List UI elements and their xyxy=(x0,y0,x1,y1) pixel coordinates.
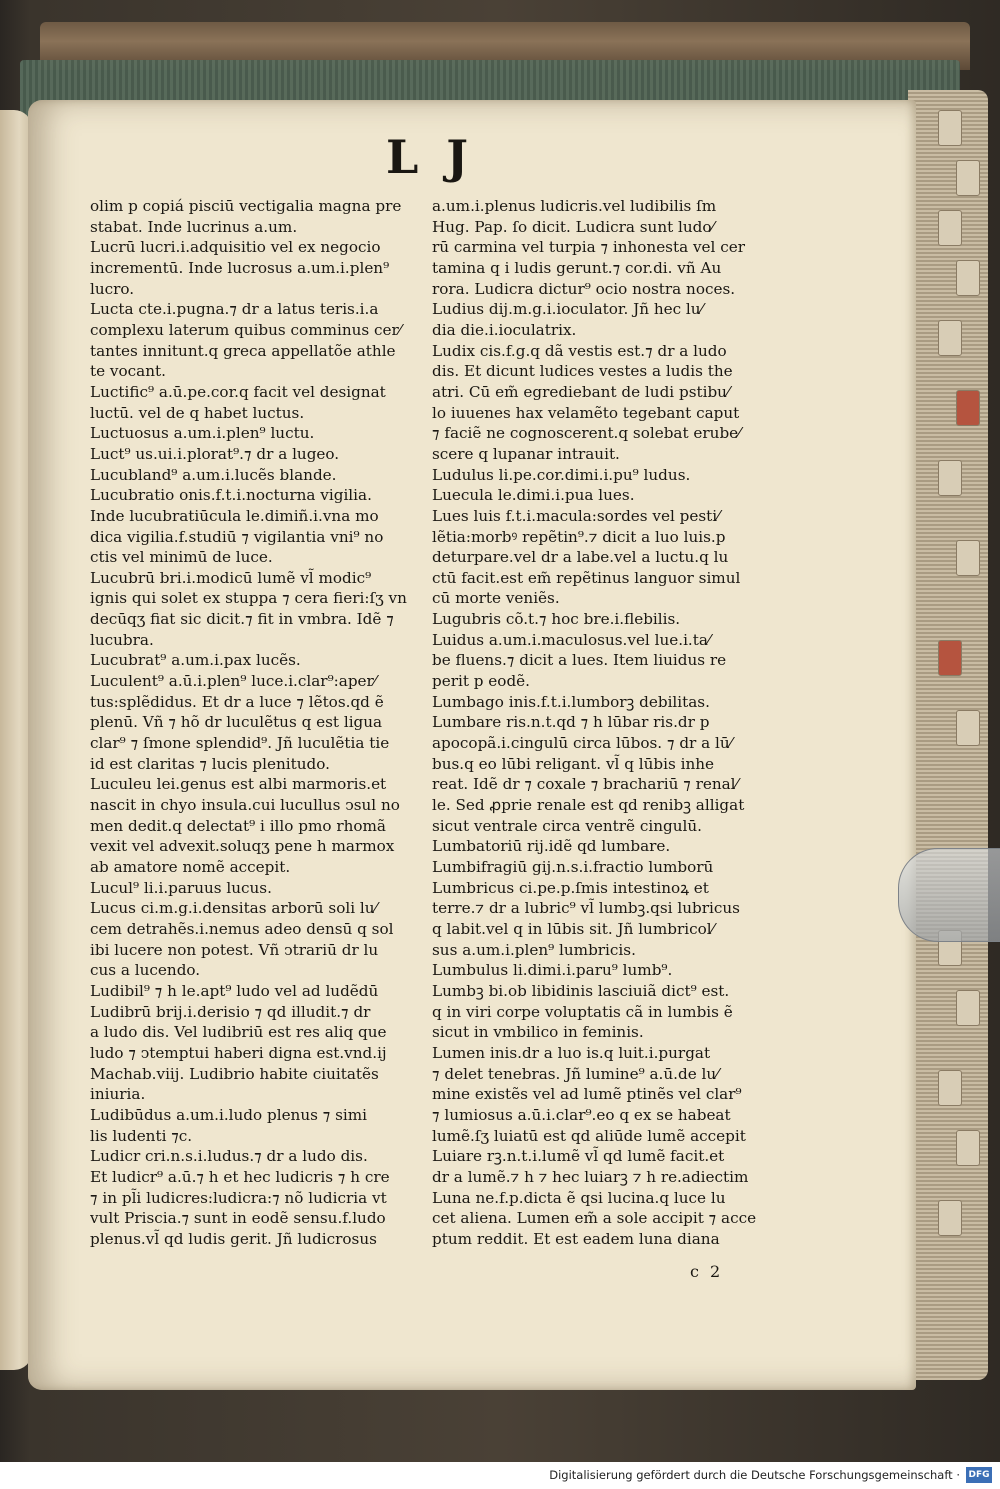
text-line: tantes innitunt.q greca appellatõe athle xyxy=(90,341,396,360)
text-line: q labit.vel q in lūbis sit. Jñ lumbricol⁄ xyxy=(432,919,715,938)
text-line: iniuria. xyxy=(90,1085,146,1104)
text-line: Et ludicr⁹ a.ū.⁊ h et hec ludicris ⁊ h cre xyxy=(90,1167,390,1186)
text-line: Luecula le.dimi.i.pua lues. xyxy=(432,486,635,505)
text-line: sicut in vmbilico in feminis. xyxy=(432,1023,644,1042)
text-line: Luna ne.f.p.dicta ẽ qsi lucina.q luce lu xyxy=(432,1188,726,1207)
text-line: Ludulus li.pe.cor.dimi.i.pu⁹ ludus. xyxy=(432,465,691,484)
text-line: Luculeu lei.genus est albi marmoris.et xyxy=(90,775,387,794)
text-line: tus:splẽdidus. Et dr a luce ⁊ lẽtos.qd ẽ xyxy=(90,692,384,711)
footer-bar xyxy=(0,1462,1000,1489)
thumb-tab xyxy=(956,390,980,426)
text-line: Luct⁹ us.ui.i.plorat⁹.⁊ dr a lugeo. xyxy=(90,444,340,463)
text-line: Lucus ci.m.g.i.densitas arborū soli lu⁄ xyxy=(90,899,378,918)
thumb-tab xyxy=(938,1070,962,1106)
text-line: te vocant. xyxy=(90,362,166,381)
text-line: cū morte veniẽs. xyxy=(432,589,560,608)
fore-edge xyxy=(908,90,988,1380)
thumb-tab xyxy=(938,320,962,356)
right-text-column xyxy=(432,196,764,1249)
text-line: Ludix cis.f.g.q dã vestis est.⁊ dr a ludo xyxy=(432,341,727,360)
thumb-tab xyxy=(938,210,962,246)
text-line: le. Sed ꝓprie renale est qd renibꝫ alligat xyxy=(432,796,745,815)
text-line: be fluens.⁊ dicit a lues. Item liuidus re xyxy=(432,651,727,670)
text-line: luctū. vel de q habet luctus. xyxy=(90,403,305,422)
footer-credit: Digitalisierung gefördert durch die Deutsche Forschungsgemeinschaft · xyxy=(549,1468,960,1482)
text-line: Hug. Pap. ſo dicit. Ludicra sunt ludo⁄ xyxy=(432,217,715,236)
text-line: plenus.vl̃ qd ludis gerit. Jñ ludicrosus xyxy=(90,1229,377,1248)
page-headline: L J xyxy=(385,130,475,184)
text-line: bus.q eo lūbi religant. vl̃ q lūbis inhe xyxy=(432,754,715,773)
signature-mark: c 2 xyxy=(690,1262,724,1281)
text-line: a ludo dis. Vel ludibriū est res aliq que xyxy=(90,1023,387,1042)
text-line: Lucubland⁹ a.um.i.lucẽs blande. xyxy=(90,465,337,484)
text-line: olim p copiá pisciū vectigalia magna pre xyxy=(90,197,402,215)
text-line: Luidus a.um.i.maculosus.vel lue.i.ta⁄ xyxy=(432,630,711,649)
text-line: ctū facit.est em̃ repẽtinus languor simul xyxy=(432,568,741,587)
text-line: Lucubrū bri.i.modicū lumẽ vl̃ modic⁹ xyxy=(90,568,372,587)
text-line: rū carmina vel turpia ⁊ inhonesta vel cer xyxy=(432,238,745,257)
text-line: vult Priscia.⁊ sunt in eodẽ sensu.f.ludo xyxy=(90,1209,386,1228)
thumb-tab xyxy=(956,160,980,196)
text-line: ptum reddit. Et est eadem luna diana xyxy=(432,1229,720,1248)
text-line: ⁊ in pl̃i ludicres:ludicra:⁊ nõ ludicria vt xyxy=(90,1188,387,1207)
text-line: Lugubris cõ.t.⁊ hoc bre.i.flebilis. xyxy=(432,610,681,629)
text-line: id est claritas ⁊ lucis plenitudo. xyxy=(90,754,330,773)
text-line: perit p eodẽ. xyxy=(432,672,530,691)
text-line: Lucubratio onis.f.t.i.nocturna vigilia. xyxy=(90,486,372,505)
text-line: nascit in chyo insula.cui lucullus ↄsul no xyxy=(90,796,400,815)
text-line: ⁊ delet tenebras. Jñ lumine⁹ a.ū.de lu⁄ xyxy=(432,1064,719,1083)
text-line: dr a lumẽ.⁊ h ⁊ hec luiarꝫ ⁊ h re.adiectim xyxy=(432,1167,749,1186)
thumb-tab xyxy=(956,1130,980,1166)
text-line: lis ludenti ⁊c. xyxy=(90,1126,193,1145)
text-line: Lucrū lucri.i.adquisitio vel ex negocio xyxy=(90,238,381,257)
text-line: plenū. Vñ ⁊ hõ dr luculẽtus q est ligua xyxy=(90,713,383,732)
text-line: dia die.i.ioculatrix. xyxy=(432,320,577,339)
text-line: lo iuuenes hax velamẽto tegebant caput xyxy=(432,403,740,422)
text-line: Lumbulus li.dimi.i.paru⁹ lumb⁹. xyxy=(432,961,673,980)
text-line: Lumbago inis.f.t.i.lumborꝫ debilitas. xyxy=(432,692,710,711)
text-line: mine existẽs vel ad lumẽ ptinẽs vel clar⁹ xyxy=(432,1085,742,1104)
text-line: ctis vel minimū de luce. xyxy=(90,548,273,567)
text-line: Ludicr cri.n.s.i.ludus.⁊ dr a ludo dis. xyxy=(90,1147,368,1166)
text-line: Lumbricus ci.pe.p.ſmis intestinoꝝ et xyxy=(432,878,709,897)
dfg-logo: DFG xyxy=(966,1467,992,1483)
text-line: ibi lucere non potest. Vñ ↄtrariū dr lu xyxy=(90,940,379,959)
text-line: Luctuosus a.um.i.plen⁹ luctu. xyxy=(90,424,315,443)
text-line: tamina q i ludis gerunt.⁊ cor.di. vñ Au xyxy=(432,258,722,277)
text-line: Lumbifragiū gij.n.s.i.fractio lumborū xyxy=(432,858,714,876)
text-line: Lucta cte.i.pugna.⁊ dr a latus teris.i.a xyxy=(90,300,379,319)
text-line: cet aliena. Lumen em̃ a sole accipit ⁊ acce xyxy=(432,1209,757,1228)
text-line: lẽtia:morbꝰ repẽtin⁹.⁊ dicit a luo luis.p xyxy=(432,527,726,546)
thumb-tab xyxy=(938,1200,962,1236)
thumb-tab xyxy=(956,710,980,746)
text-line: Lumbare ris.n.t.qd ⁊ h lūbar ris.dr p xyxy=(432,713,710,732)
text-line: Luiare rꝫ.n.t.i.lumẽ vl̃ qd lumẽ facit.et xyxy=(432,1147,725,1166)
text-line: ludo ⁊ ↄtemptui haberi digna est.vnd.ij xyxy=(90,1043,387,1062)
text-line: ignis qui solet ex stuppa ⁊ cera fieri:ſʒ vn xyxy=(90,589,407,608)
text-line: Luculent⁹ a.ū.i.plen⁹ luce.i.clar⁹:aper⁄ xyxy=(90,672,377,691)
text-line: lumẽ.ſʒ luiatū est qd aliūde lumẽ accepit xyxy=(432,1126,746,1145)
text-line: Lues luis f.t.i.macula:sordes vel pesti⁄ xyxy=(432,506,720,525)
text-line: incrementū. Inde lucrosus a.um.i.plen⁹ xyxy=(90,258,390,277)
text-line: sicut ventrale circa ventrẽ cingulū. xyxy=(432,816,702,835)
thumb-tab xyxy=(938,640,962,676)
thumb-tab xyxy=(956,260,980,296)
text-line: rora. Ludicra dictur⁹ ocio nostra noces. xyxy=(432,279,736,298)
thumb-tab xyxy=(956,540,980,576)
thumb-tab xyxy=(938,110,962,146)
text-line: decūqʒ fiat sic dicit.⁊ fit in vmbra. Idẽ ⁊ xyxy=(90,610,394,629)
text-line: men dedit.q delectat⁹ i illo pmo rhomã xyxy=(90,816,386,835)
text-line: cem detrahẽs.i.nemus adeo densū q sol xyxy=(90,919,394,938)
text-line: scere q lupanar intrauit. xyxy=(432,444,620,463)
page-clamp xyxy=(898,848,1000,942)
text-line: q in viri corpe voluptatis cã in lumbis ẽ xyxy=(432,1002,733,1021)
text-line: Lumbꝫ bi.ob libidinis lasciuiã dict⁹ est. xyxy=(432,981,730,1000)
text-line: lucro. xyxy=(90,279,135,298)
text-line: dica vigilia.f.studiū ⁊ vigilantia vni⁹ no xyxy=(90,527,384,546)
text-line: clar⁹ ⁊ ſmone splendid⁹. Jñ luculẽtia tie xyxy=(90,734,390,753)
text-line: atri. Cū em̃ egrediebant de ludi pstibu⁄ xyxy=(432,382,730,401)
thumb-tab xyxy=(956,990,980,1026)
thumb-tab xyxy=(938,460,962,496)
text-line: ⁊ lumiosus a.ū.i.clar⁹.eo q ex se habeat xyxy=(432,1105,731,1124)
text-line: Ludibil⁹ ⁊ h le.apt⁹ ludo vel ad ludẽdū xyxy=(90,981,379,1000)
text-line: vexit vel advexit.soluqʒ pene h marmox xyxy=(90,837,395,856)
text-line: dis. Et dicunt ludices vestes a ludis the xyxy=(432,362,733,381)
text-line: ⁊ faciẽ ne cognoscerent.q solebat erube⁄ xyxy=(432,424,741,443)
text-line: Ludius dij.m.g.i.ioculator. Jñ hec lu⁄ xyxy=(432,300,704,319)
text-line: Luctific⁹ a.ū.pe.cor.q facit vel designat xyxy=(90,382,386,401)
text-line: deturpare.vel dr a labe.vel a luctu.q lu xyxy=(432,548,729,567)
text-line: lucubra. xyxy=(90,630,154,649)
text-line: Machab.viij. Ludibrio habite ciuitatẽs xyxy=(90,1064,379,1083)
text-line: complexu laterum quibus comminus cer⁄ xyxy=(90,320,402,339)
text-line: reat. Idẽ dr ⁊ coxale ⁊ brachariū ⁊ renal⁄ xyxy=(432,775,739,794)
text-line: apocopã.i.cingulū circa lūbos. ⁊ dr a lū⁄ xyxy=(432,734,733,753)
text-line: sus a.um.i.plen⁹ lumbricis. xyxy=(432,940,636,959)
text-line: Ludibūdus a.um.i.ludo plenus ⁊ simi xyxy=(90,1105,368,1124)
text-line: Lucubrat⁹ a.um.i.pax lucẽs. xyxy=(90,651,301,670)
text-line: a.um.i.plenus ludicris.vel ludibilis ſm xyxy=(432,197,717,215)
text-line: Ludibrū brij.i.derisio ⁊ qd illudit.⁊ dr xyxy=(90,1002,371,1021)
text-line: Lumen inis.dr a luo is.q luit.i.purgat xyxy=(432,1043,711,1062)
text-line: Lumbatoriū rij.idẽ qd lumbare. xyxy=(432,837,671,856)
text-line: Inde lucubratiūcula le.dimiñ.i.vna mo xyxy=(90,506,379,525)
text-line: terre.⁊ dr a lubric⁹ vl̃ lumbꝫ.qsi lubricus xyxy=(432,899,740,918)
text-line: stabat. Inde lucrinus a.um. xyxy=(90,217,298,236)
text-line: Lucul⁹ li.i.paruus lucus. xyxy=(90,878,272,897)
text-line: ab amatore nomẽ accepit. xyxy=(90,858,291,876)
left-text-column xyxy=(90,196,422,1249)
text-line: cus a lucendo. xyxy=(90,961,201,980)
